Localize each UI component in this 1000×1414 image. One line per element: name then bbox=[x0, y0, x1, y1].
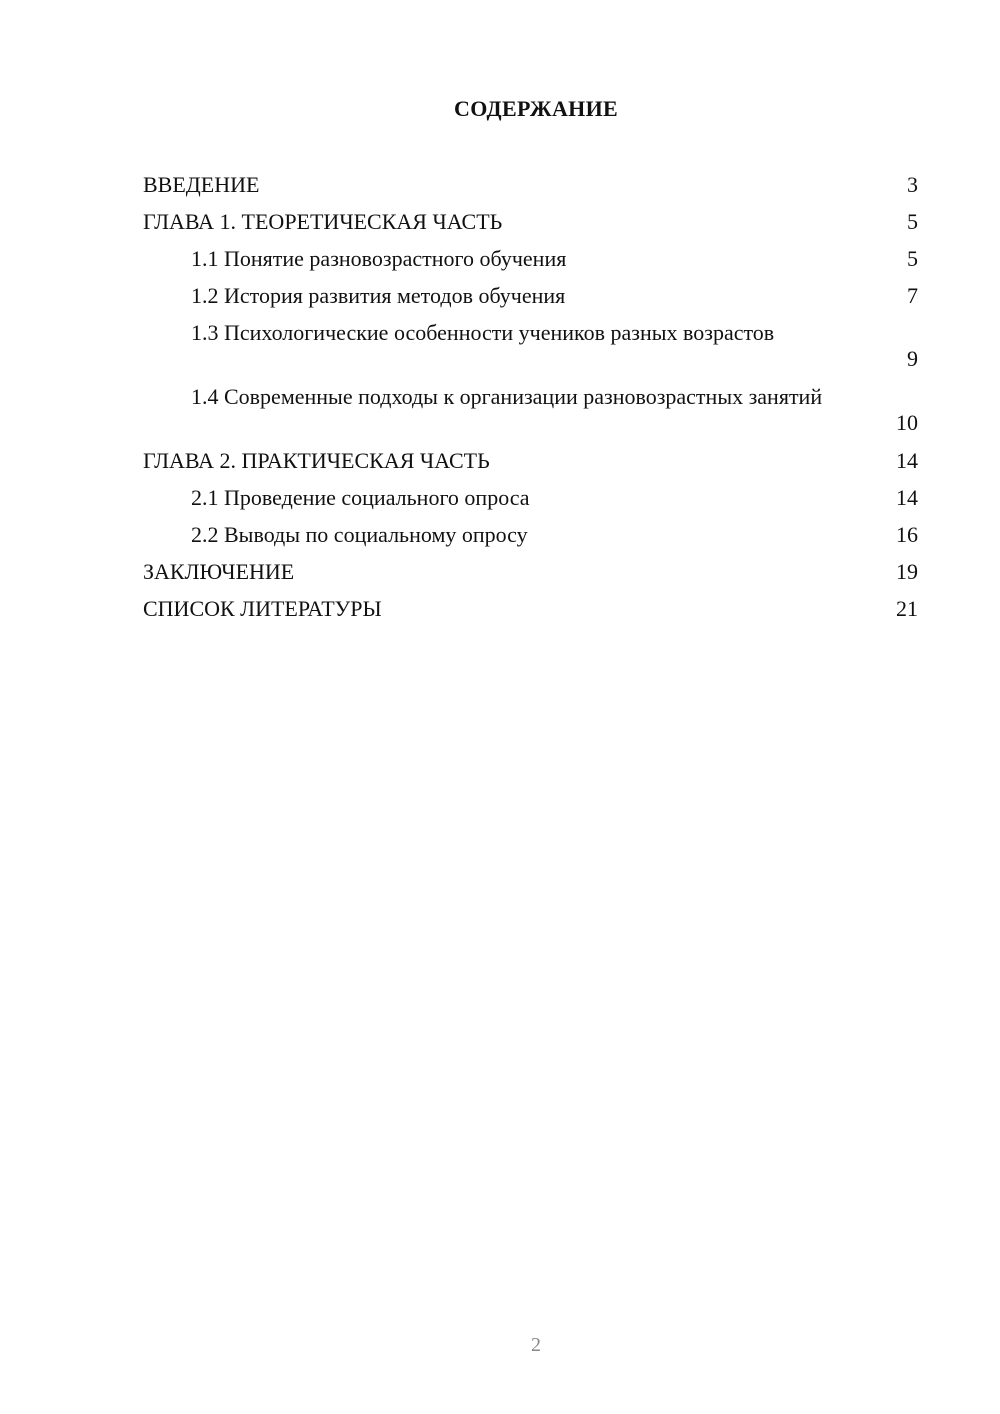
toc-entry-page: 10 bbox=[896, 410, 918, 435]
toc-entry-section-2-2[interactable] bbox=[143, 520, 918, 557]
toc-entry-section-1-4[interactable] bbox=[143, 382, 918, 446]
toc-entry-text: ВВЕДЕНИЕ bbox=[143, 172, 260, 197]
toc-entry-text: 1.3 Психологические особенности учеников разных возрастов bbox=[191, 320, 775, 345]
toc-entry-conclusion[interactable] bbox=[143, 557, 918, 594]
toc-entry-page: 5 bbox=[907, 246, 918, 271]
toc-entry-section-2-1[interactable] bbox=[143, 483, 918, 520]
page-number: 2 bbox=[531, 1334, 541, 1356]
toc-entry-text: ЗАКЛЮЧЕНИЕ bbox=[143, 559, 295, 584]
toc-entry-text: ГЛАВА 1. ТЕОРЕТИЧЕСКАЯ ЧАСТЬ bbox=[143, 209, 503, 234]
toc-entry-page: 16 bbox=[896, 522, 918, 547]
toc-entry-text: СПИСОК ЛИТЕРАТУРЫ bbox=[143, 596, 382, 621]
toc-entry-chapter-2[interactable] bbox=[143, 446, 918, 483]
toc-entry-text: 2.1 Проведение социального опроса bbox=[191, 485, 530, 510]
toc-entry-introduction[interactable] bbox=[143, 170, 918, 207]
table-of-contents bbox=[143, 170, 918, 631]
toc-entry-section-1-3[interactable] bbox=[143, 318, 918, 382]
toc-entry-chapter-1[interactable] bbox=[143, 207, 918, 244]
toc-entry-bibliography[interactable] bbox=[143, 594, 918, 631]
toc-entry-section-1-1[interactable] bbox=[143, 244, 918, 281]
toc-entry-page: 7 bbox=[907, 283, 918, 308]
toc-entry-page: 3 bbox=[907, 172, 918, 197]
page-title: СОДЕРЖАНИЕ bbox=[454, 96, 618, 121]
toc-entry-page: 9 bbox=[907, 346, 918, 371]
toc-entry-text: 1.2 История развития методов обучения bbox=[191, 283, 566, 308]
toc-entry-page: 21 bbox=[896, 596, 918, 621]
toc-entry-section-1-2[interactable] bbox=[143, 281, 918, 318]
toc-entry-text: 1.4 Современные подходы к организации разновозрастных занятий bbox=[191, 384, 823, 409]
toc-entry-page: 5 bbox=[907, 209, 918, 234]
toc-entry-page: 14 bbox=[896, 485, 918, 510]
toc-entry-text: ГЛАВА 2. ПРАКТИЧЕСКАЯ ЧАСТЬ bbox=[143, 448, 490, 473]
toc-entry-page: 14 bbox=[896, 448, 918, 473]
toc-entry-text: 2.2 Выводы по социальному опросу bbox=[191, 522, 528, 547]
toc-entry-text: 1.1 Понятие разновозрастного обучения bbox=[191, 246, 567, 271]
toc-entry-page: 19 bbox=[896, 559, 918, 584]
